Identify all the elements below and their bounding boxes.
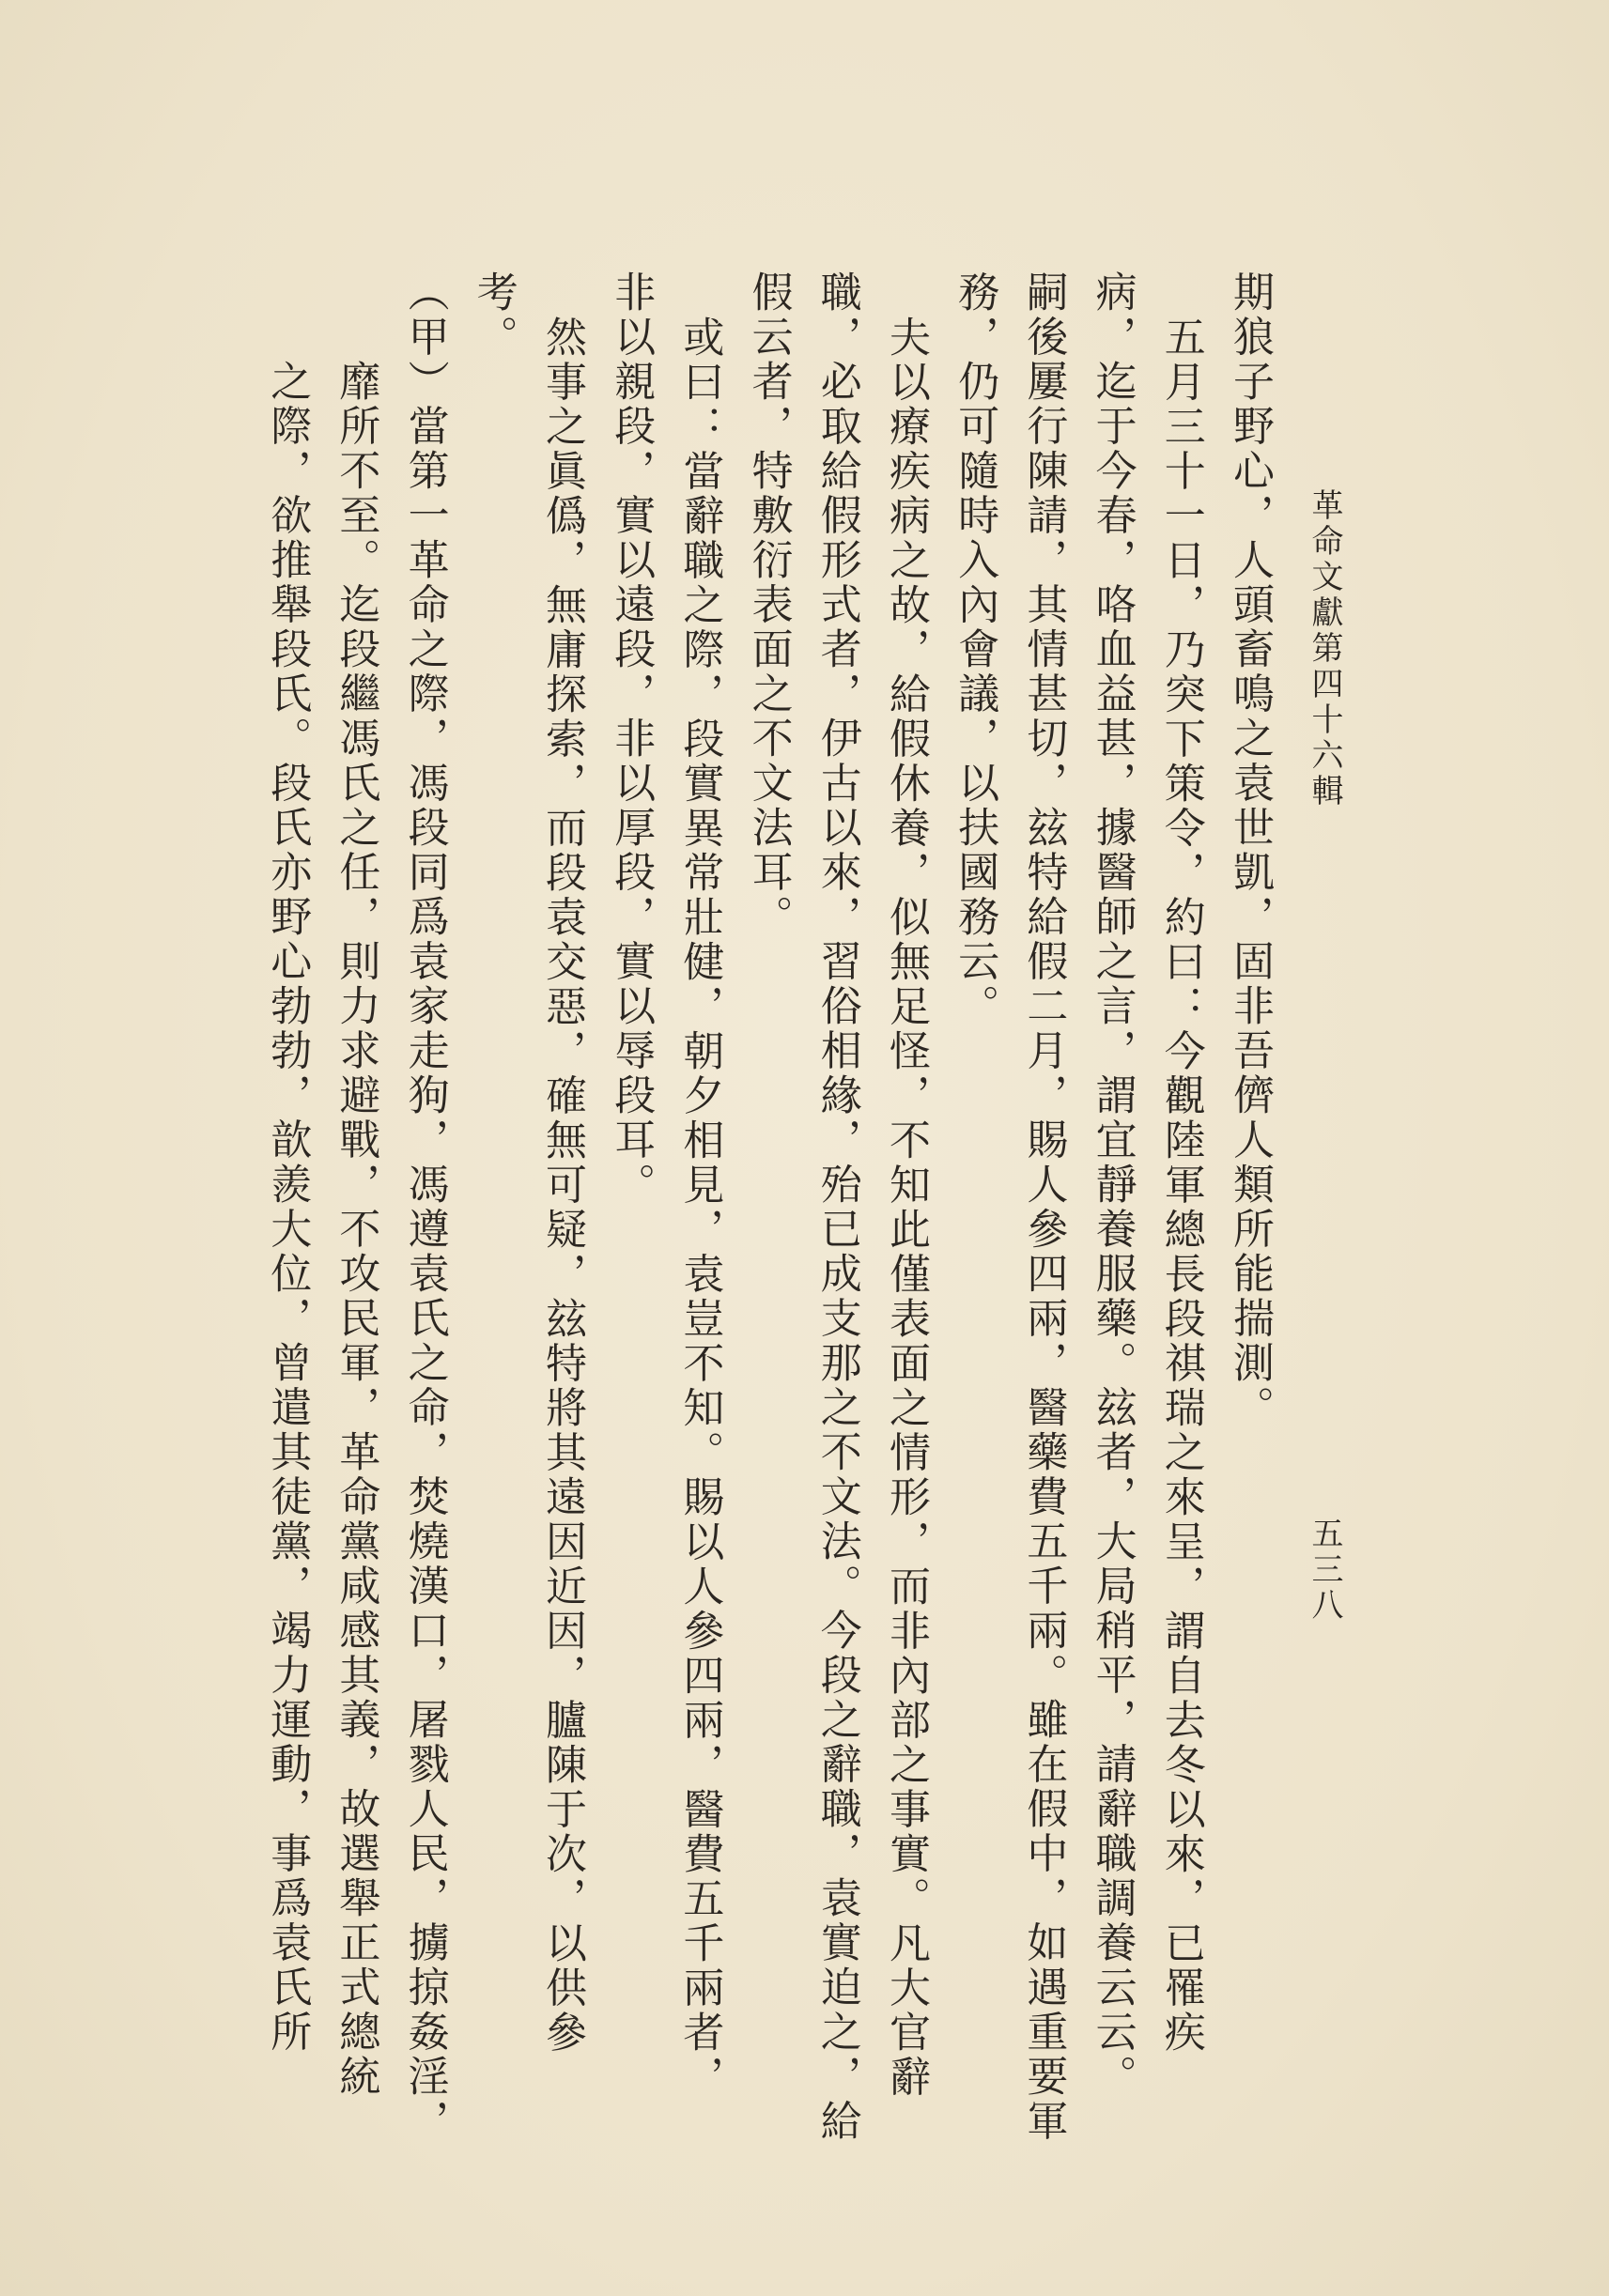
- page-number: 五三八: [1306, 1517, 1343, 1624]
- text-column: 之際，欲推舉段氏。段氏亦野心勃勃，歆羨大位，曾遣其徒黨，竭力運動，事爲袁氏所: [263, 360, 312, 2055]
- text-column: （甲）當第一革命之際，馮段同爲袁家走狗，馮遵袁氏之命，焚燒漢口，屠戮人民，擄掠姦淫，: [400, 270, 449, 2144]
- text-column: 夫以療疾病之故，給假休養，似無足怪，不知此僅表面之情形，而非內部之事實。凡大官辭: [882, 315, 930, 2100]
- text-column: 假云者，特敷衍表面之不文法耳。: [744, 270, 793, 940]
- text-column: 期狼子野心，人頭畜鳴之袁世凱，固非吾儕人類所能揣測。: [1226, 270, 1274, 1430]
- text-column: 職，必取給假形式者，伊古以來，習俗相緣，殆已成支那之不文法。今段之辭職，袁實迫之，給: [812, 270, 861, 2144]
- text-column: 靡所不至。迄段繼馮氏之任，則力求避戰，不攻民軍，革命黨咸感其義，故選舉正式總統: [332, 360, 380, 2100]
- text-column: 或曰：當辭職之際，段實異常壯健，朝夕相見，袁豈不知。賜以人參四兩，醫費五千兩者，: [675, 315, 724, 2100]
- text-column: 然事之眞僞，無庸探索，而段袁交惡，確無可疑，玆特將其遠因近因，臚陳于次，以供參: [538, 315, 586, 2055]
- text-column: 五月三十一日，乃突下策令，約曰：今觀陸軍總長段祺瑞之來呈，謂自去冬以來，已罹疾: [1156, 315, 1205, 2055]
- text-column: 病，迄于今春，咯血益甚，據醫師之言，謂宜靜養服藥。玆者，大局稍平，請辭職調養云云。: [1088, 270, 1137, 2100]
- text-column: 考。: [469, 270, 518, 360]
- text-column: 非以親段，實以遠段，非以厚段，實以辱段耳。: [607, 270, 656, 1208]
- text-column: 務，仍可隨時入內會議，以扶國務云。: [951, 270, 999, 1029]
- running-header-title: 革命文獻第四十六輯: [1306, 488, 1343, 809]
- text-column: 嗣後屢行陳請，其情甚切，玆特給假二月，賜人參四兩，醫藥費五千兩。雖在假中，如遇重要軍: [1019, 270, 1068, 2144]
